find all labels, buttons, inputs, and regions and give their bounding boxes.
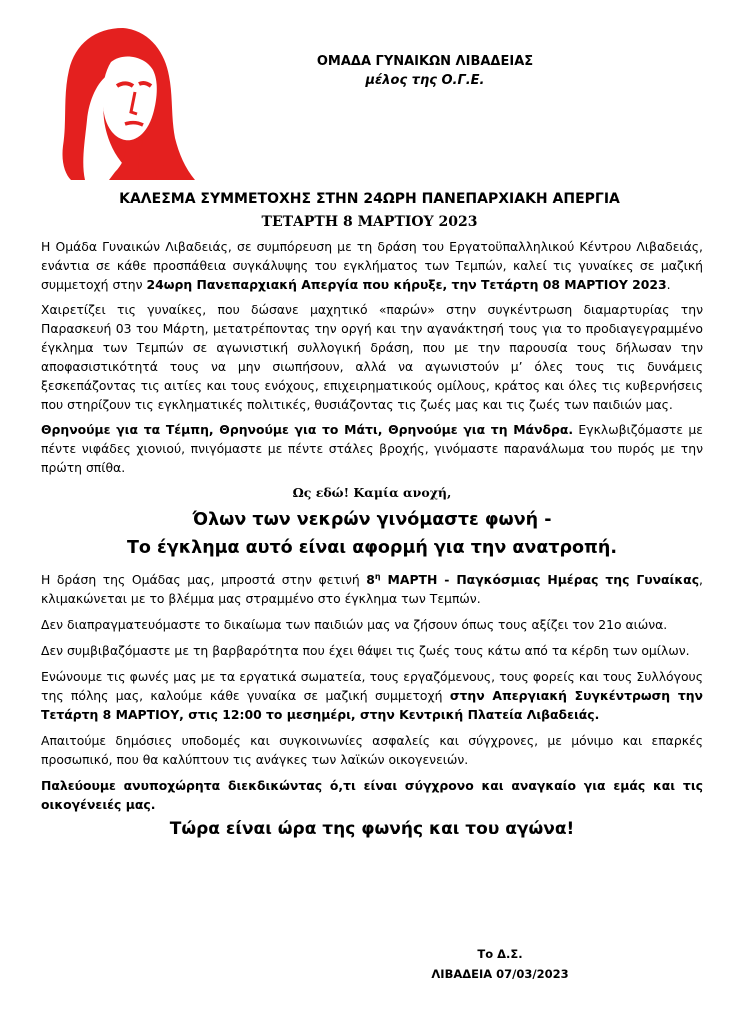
- place-date: ΛΙΒΑΔΕΙΑ 07/03/2023: [431, 967, 569, 981]
- organization-membership: μέλος της Ο.Γ.Ε.: [365, 73, 485, 88]
- paragraph-children: Δεν διαπραγματευόμαστε το δικαίωμα των παιδιών μας να ζήσουν όπως τους αξίζει τον 21ο αιώνα.: [41, 617, 668, 633]
- headline-overthrow: Το έγκλημα αυτό είναι αφορμή για την ανατροπή.: [126, 538, 618, 558]
- paragraph-mourning: [41, 420, 703, 477]
- mourning-text: Εγκλωβιζόμαστε με πέντε νιφάδες χιονιού, πνιγόμαστε με πέντε στάλες βροχής, γινόμαστε παρανάλωμα του πυρός με την πρώτη σπίθα.: [41, 422, 703, 475]
- organization-name: ΟΜΑΔΑ ΓΥΝΑΙΚΩΝ ΛΙΒΑΔΕΙΑΣ: [316, 54, 534, 69]
- unity-text: Ενώνουμε τις φωνές μας με τα εργατικά σωματεία, τους εργαζόμενους, τους φορείς και τους Συλλόγους της πόλης μας, καλούμε κάθε γυναίκα σε μαζική συμμετοχή: [41, 669, 703, 704]
- strike-announcement: 24ωρη Πανεπαρχιακή Απεργία που κήρυξε, την Τετάρτη 08 ΜΑΡΤΙΟΥ 2023: [146, 277, 667, 292]
- paragraph-call-text: Η Ομάδα Γυναικών Λιβαδειάς, σε συμπόρευση με τη δράση του Εργατοϋπαλληλικού Κέντρου Λιβαδειάς, ενάντια σε κάθε προσπάθεια συγκάλυψης του εγκλήματος των Τεμπών, καλεί τις γυναίκες σε μαζική συμμετοχή στην: [41, 239, 703, 292]
- march8-ordinal: η: [374, 572, 381, 581]
- organization-header: [295, 52, 555, 90]
- paragraph-barbarity: Δεν συμβιβαζόμαστε με τη βαρβαρότητα που έχει θάψει τις ζωές τους κάτω από τα κέρδη των ομίλων.: [41, 643, 690, 659]
- paragraph-march8: [41, 567, 703, 608]
- document-body: [41, 237, 703, 839]
- board-signature: Το Δ.Σ.: [477, 947, 523, 961]
- rally-details: στην Απεργιακή Συγκέντρωση την Τετάρτη 8 ΜΑΡΤΙΟΥ, στις 12:00 το μεσημέρι, στην Κεντρική Πλατεία Λιβαδειάς.: [41, 688, 703, 723]
- paragraph-struggle: Παλεύουμε ανυποχώρητα διεκδικώντας ό,τι είναι σύγχρονο και αναγκαίο για εμάς και τις οικογένειές μας.: [41, 778, 703, 813]
- signature-block: [400, 944, 600, 984]
- headline-voice: Όλων των νεκρών γινόμαστε φωνή -: [192, 510, 552, 530]
- mourning-statement: Θρηνούμε για τα Τέμπη, Θρηνούμε για το Μάτι, Θρηνούμε για τη Μάνδρα.: [41, 422, 574, 437]
- paragraph-unity: [41, 667, 703, 724]
- paragraph-call-end: .: [666, 277, 671, 292]
- march8-day: 8: [366, 572, 375, 588]
- document-title: ΚΑΛΕΣΜΑ ΣΥΜΜΕΤΟΧΗΣ ΣΤΗΝ 24ΩΡΗ ΠΑΝΕΠΑΡΧΙΑΚΗ ΑΠΕΡΓΙΑ: [119, 191, 620, 207]
- document-date: ΤΕΤΑΡΤΗ 8 ΜΑΡΤΙΟΥ 2023: [261, 214, 478, 230]
- womens-day-label: ΜΑΡΤΗ - Παγκόσμιας Ημέρας της Γυναίκας: [380, 572, 700, 588]
- woman-face-logo: [45, 22, 205, 182]
- paragraph-greeting: Χαιρετίζει τις γυναίκες, που δώσανε μαχητικό «παρών» στην συγκέντρωση διαμαρτυρίας την Παρασκευή 03 του Μάρτη, μετατρέποντας την οργή και την αγανάκτησή τους για το προδιαγεγραμμένο έγκλημα των Τεμπών σε αγωνιστική συλλογική δράση, που με την παρουσία τους δήλωσαν την αποφασιστικότητά τους να μην σιωπήσουν, αλλά να αγωνιστούν μ’ όλες τους τις δυνάμεις ξεσκεπάζοντας τις αιτίες και τους ενόχους, επιχειρηματικούς ομίλους, κράτος και όλες τις κυβερνήσεις που στηρίζουν τις εγκληματικές πολιτικές, θυσιάζοντας τις ζωές μας και τις ζωές των παιδιών μας.: [41, 302, 703, 412]
- motto: Ως εδώ! Καμία ανοχή,: [292, 485, 452, 500]
- march8-text-start: Η δράση της Ομάδας μας, μπροστά στην φετινή: [41, 572, 367, 588]
- paragraph-call: [41, 237, 703, 294]
- march8-text-end: , κλιμακώνεται με το βλέμμα μας στραμμένο στο έγκλημα των Τεμπών.: [41, 572, 703, 607]
- closing-slogan: Τώρα είναι ώρα της φωνής και του αγώνα!: [169, 819, 575, 840]
- paragraph-demands: Απαιτούμε δημόσιες υποδομές και συγκοινωνίες ασφαλείς και σύγχρονες, με μόνιμο και επαρκές προσωπικό, που θα καλύπτουν τις ανάγκες των λαϊκών οικογενειών.: [41, 733, 703, 768]
